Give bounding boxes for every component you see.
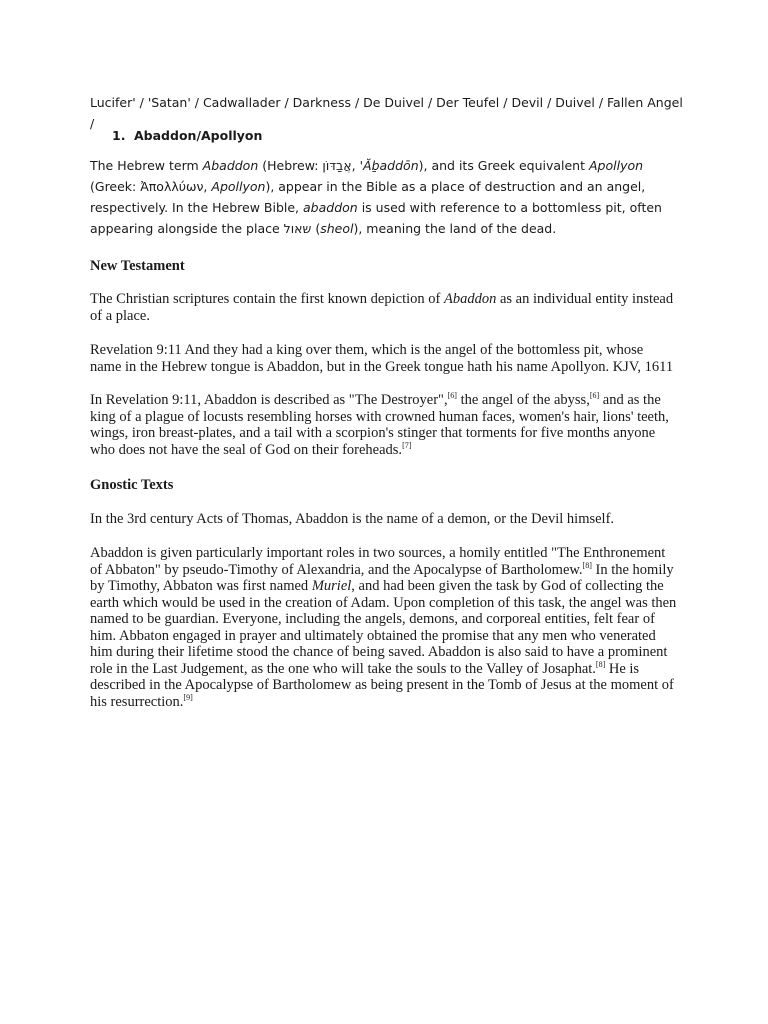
heading-gnostic-texts: Gnostic Texts (90, 477, 174, 493)
intro-italic-2: 'Ăḇaddōn (359, 158, 419, 173)
citation-8a[interactable]: [8] (582, 560, 592, 570)
intro-text-3: ), and its Greek equivalent (418, 158, 589, 173)
top-line: Lucifer' / 'Satan' / Cadwallader / Darkness / De Duivel / Der Teufel / Devil / Duivel / Fallen Angel / (90, 95, 683, 131)
nt-p1-text-b: as an individual entity instead of a place. (90, 291, 674, 324)
nt-p1-italic: Abaddon (443, 291, 497, 307)
intro-italic-6: sheol (320, 221, 354, 236)
gnostic-paragraph-1: In the 3rd century Acts of Thomas, Abaddon is the name of a demon, or the Devil himself. (90, 511, 615, 527)
intro-text-5: ), appear in the Bible as a place of destruction and an angel, respectively. In the Hebrew Bible, (90, 179, 646, 215)
intro-text-2: (Hebrew: אֲבַדּוֹן, (258, 158, 360, 173)
citation-9[interactable]: [9] (183, 692, 193, 702)
gnostic-paragraph-2 (90, 545, 678, 710)
intro-text-6: is used with reference to a bottomless pit, often appearing alongside the place שאול ( (90, 200, 662, 236)
heading-new-testament: New Testament (90, 258, 185, 274)
nt-p3-text-b: the angel of the abyss, (456, 392, 590, 408)
g-p2-text-b: In the homily by Timothy, Abbaton was first named (90, 561, 674, 594)
g-p2-italic: Muriel (311, 578, 352, 594)
intro-text-4: (Greek: Ἀπολλύων, (90, 179, 212, 194)
nt-paragraph-1 (90, 291, 678, 324)
intro-italic-5: abaddon (303, 200, 358, 215)
g-p2-text-d: He is described in the Apocalypse of Bartholomew as being present in the Tomb of Jesus at the moment of his resurrection. (90, 660, 674, 710)
citation-6b[interactable]: [6] (589, 391, 600, 401)
intro-italic-1: Abaddon (202, 158, 259, 173)
intro-text-1: The Hebrew term (90, 158, 203, 173)
nt-paragraph-3 (90, 392, 676, 458)
g-p2-text-c: , and had been given the task by God of collecting the earth which would be used in the creation of Adam. Upon completion of this task, the angel was then named to be guardian. Everyone, including the angels, demons, and corporeal entities, felt fear of him. Abbaton engaged in prayer and ultimately obtained the promise that any men who venerated him during their lifetime stood the chance of being saved. Abaddon is also said to have a prominent role in the Last Judgement, as the one who will take the souls to the Valley of Josaphat. (90, 578, 677, 677)
list-label: Abaddon/Apollyon (134, 128, 263, 143)
nt-paragraph-2: Revelation 9:11 And they had a king over them, which is the angel of the bottomless pit, whose name in the Hebrew tongue is Abaddon, but in the Greek tongue hath his name Apollyon. KJV, 1611 (90, 342, 674, 375)
citation-6a[interactable]: [6] (447, 391, 457, 401)
nt-p3-text-a: In Revelation 9:11, Abaddon is described as "The Destroyer", (90, 392, 448, 408)
list-number: 1. (112, 128, 126, 143)
list-item (112, 125, 262, 146)
intro-italic-3: Apollyon (588, 158, 644, 173)
intro-italic-4: Apollyon (211, 179, 266, 194)
intro-text-7: ), meaning the land of the dead. (353, 221, 557, 236)
intro-paragraph (90, 155, 680, 239)
nt-p1-text-a: The Christian scriptures contain the first known depiction of (90, 291, 444, 307)
nt-p3-text-c: and as the king of a plague of locusts resembling horses with crowned human faces, women's hair, lions' teeth, wings, iron breast-plates, and a tail with a scorpion's stinger that torments for five months anyone who does not have the seal of God on their foreheads. (90, 392, 669, 458)
g-p2-text-a: Abaddon is given particularly important roles in two sources, a homily entitled "The Enthronement of Abbaton" by pseudo-Timothy of Alexandria, and the Apocalypse of Bartholomew. (90, 545, 666, 578)
citation-7[interactable]: [7] (402, 440, 412, 450)
citation-8b[interactable]: [8] (595, 659, 606, 669)
